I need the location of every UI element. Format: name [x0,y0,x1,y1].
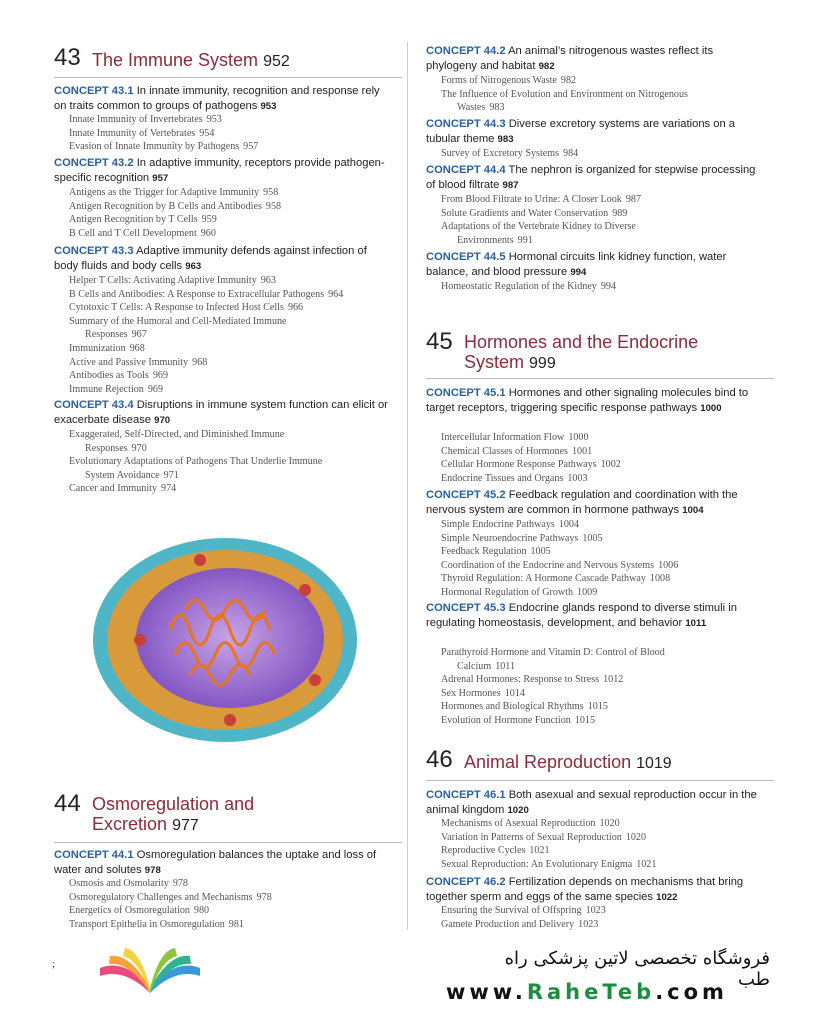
concept-43-3[interactable]: CONCEPT 43.3 Adaptive immunity defends against infection of body fluids and body cells 963 [54,245,367,272]
entry-title: Simple Neuroendocrine Pathways [441,532,579,544]
entry-page: 964 [328,288,344,300]
entry-page: 969 [152,370,168,382]
entry-title: Antigen Recognition by B Cells and Antibodies [69,200,262,212]
entry-page: 959 [201,214,217,226]
toc-entry[interactable] [69,301,389,315]
entry-title: Sexual Reproduction: An Evolutionary Enigma [441,858,633,870]
entry-page: 1009 [577,587,598,598]
entry-title: Cytotoxic T Cells: A Response to Infected Host Cells [69,302,284,314]
toc-entry[interactable] [441,817,761,831]
chapter-number: 43 [54,44,81,71]
chapter-number: 45 [426,328,453,355]
entry-page: 968 [129,343,145,354]
toc-entry[interactable] [441,88,761,102]
toc-entry[interactable] [441,220,761,234]
toc-entry[interactable] [441,207,761,221]
entry-page: 983 [489,102,505,114]
store-name: فروشگاه تخصصی لاتین پزشکی راه طب [504,948,770,990]
entry-title: From Blood Filtrate to Urine: A Closer Look [441,194,622,205]
toc-entry[interactable] [85,469,405,483]
entry-title: Ensuring the Survival of Offspring [441,905,582,916]
concept-43-1[interactable]: CONCEPT 43.1 In innate immunity, recognition and response rely on traits common to groups of pathogens 953 [54,85,380,112]
entry-title: Responses [85,442,128,454]
entry-title: Mechanisms of Asexual Reproduction [441,818,596,829]
chapter-45-heading [426,328,766,378]
entry-title: Hormones and Biological Rhythms [441,701,584,713]
toc-entry[interactable] [69,369,389,383]
toc-entry[interactable] [69,113,389,127]
toc-entry[interactable] [69,213,389,227]
column-divider [407,42,408,930]
entry-title: Summary of the Humoral and Cell-Mediated Immune [69,315,287,327]
entry-page: 1002 [600,459,621,471]
entry-page: 958 [263,187,279,198]
chapter-title: The Immune System 952 [92,50,290,70]
entry-title: Reproductive Cycles [441,845,526,857]
chapter-rule [426,378,774,379]
entry-title: Innate Immunity of Vertebrates [69,127,196,139]
entry-title: Exaggerated, Self-Directed, and Diminished Immune [69,429,285,440]
entry-page: 987 [625,194,641,205]
toc-entry[interactable] [441,687,761,701]
toc-entry[interactable] [69,891,389,905]
toc-entry[interactable] [441,445,761,459]
entry-title: The Influence of Evolution and Environment on Nitrogenous [441,88,688,100]
entry-page: 958 [265,200,282,212]
book-logo [95,948,205,1003]
entry-title: Calcium [457,660,492,672]
toc-entry[interactable] [69,315,389,329]
chapter-rule [54,842,402,843]
chapter-number: 46 [426,746,453,773]
toc-entry[interactable] [69,482,389,496]
entry-title: Sex Hormones [441,687,501,699]
toc-entry[interactable] [69,455,389,469]
concept-46-1[interactable]: CONCEPT 46.1 Both asexual and sexual reproduction occur in the animal kingdom 1020 [426,789,757,816]
entry-page: 967 [131,329,147,341]
capsid [136,568,324,708]
entry-page: 989 [612,207,628,219]
toc-entry[interactable] [441,545,761,559]
entry-title: Antibodies as Tools [69,370,149,382]
toc-entry[interactable] [441,646,761,660]
chapter-rule [54,77,402,78]
entry-title: System Avoidance [85,469,160,481]
entry-title: Environments [457,234,514,246]
entry-title: Coordination of the Endocrine and Nervous Systems [441,559,655,571]
entry-page: 1003 [567,472,588,484]
toc-entry[interactable] [441,431,761,445]
toc-entry[interactable] [69,356,389,370]
toc-entry[interactable] [441,673,761,687]
concept-44-3[interactable]: CONCEPT 44.3 Diverse excretory systems are variations on a tubular theme 983 [426,118,736,145]
toc-entry[interactable] [457,660,777,674]
entry-title: Simple Endocrine Pathways [441,519,555,530]
entry-title: Transport Epithelia in Osmoregulation [69,918,225,930]
entry-page: 1005 [530,546,551,558]
entry-title: Osmoregulatory Challenges and Mechanisms [69,891,253,903]
entry-title: Active and Passive Immunity [69,356,189,368]
entry-page: 970 [131,442,147,454]
entry-title: Endocrine Tissues and Organs [441,472,564,484]
toc-entry[interactable] [441,532,761,546]
toc-entry[interactable] [85,328,405,342]
toc-entry[interactable] [441,714,761,728]
toc-entry[interactable] [441,193,761,207]
entry-page: 1020 [599,818,620,829]
entry-page: 957 [243,141,259,153]
entry-title: Immune Rejection [69,383,144,395]
entry-page: 1012 [603,674,624,686]
entry-title: Solute Gradients and Water Conservation [441,207,609,219]
entry-page: 1001 [572,445,593,457]
entry-title: Wastes [457,102,486,114]
entry-title: Antigens as the Trigger for Adaptive Immunity [69,187,260,198]
entry-title: Energetics of Osmoregulation [69,905,190,917]
toc-entry[interactable] [441,74,761,88]
toc-entry[interactable] [457,234,777,248]
chapter-43-heading [54,44,394,76]
toc-entry[interactable] [441,147,761,161]
entry-page: 1004 [558,519,580,530]
concept-44-4[interactable]: CONCEPT 44.4 The nephron is organized for stepwise processing of blood filtrate 987 [426,164,756,191]
entry-page: 980 [193,905,210,917]
entry-title: Innate Immunity of Invertebrates [69,114,203,125]
toc-entry[interactable] [441,918,761,932]
entry-page: 1000 [568,432,589,443]
virus-illustration [80,520,370,755]
entry-page: 1015 [587,701,608,713]
entry-title: B Cell and T Cell Development [69,227,197,239]
entry-title: Immunization [69,343,126,354]
chapter-title: Hormones and the Endocrine System 999 [464,332,699,372]
entry-title: Feedback Regulation [441,546,527,558]
chapter-rule [426,780,774,781]
entry-page: 971 [163,469,179,481]
toc-entry[interactable] [85,442,405,456]
entry-page: 982 [560,75,577,86]
chapter-title: Animal Reproduction 1019 [464,752,672,772]
entry-page: 1014 [504,687,525,699]
toc-entry[interactable] [69,383,389,397]
toc-entry[interactable] [69,342,389,356]
entry-page: 984 [563,148,579,159]
entry-page: 1008 [649,573,671,585]
entry-page: 991 [517,234,533,246]
toc-entry[interactable] [441,831,761,845]
concept-45-2[interactable]: CONCEPT 45.2 Feedback regulation and coordination with the nervous system are common in hormone pathways 1004 [426,489,738,516]
entry-title: Evolutionary Adaptations of Pathogens That Underlie Immune [69,456,323,468]
concept-44-1[interactable]: CONCEPT 44.1 Osmoregulation balances the uptake and loss of water and solutes 978 [54,849,377,876]
entry-page: 1015 [574,715,595,726]
concept-44-2[interactable]: CONCEPT 44.2 An animal’s nitrogenous wastes reflect its phylogeny and habitat 982 [426,45,714,72]
entry-page: 1021 [636,858,657,870]
toc-entry[interactable] [69,127,389,141]
toc-entry[interactable] [69,227,389,241]
entry-title: Homeostatic Regulation of the Kidney [441,281,597,292]
toc-entry[interactable] [69,904,389,918]
entry-page: 968 [192,356,208,368]
entry-title: Variation in Patterns of Sexual Reproduction [441,831,622,843]
entry-title: Cancer and Immunity [69,483,158,495]
entry-title: Cellular Hormone Response Pathways [441,459,597,471]
concept-43-2[interactable]: CONCEPT 43.2 In adaptive immunity, receptors provide pathogen-specific recognition 957 [54,157,385,184]
entry-page: 969 [147,383,163,395]
concept-44-5[interactable]: CONCEPT 44.5 Hormonal circuits link kidney function, water balance, and blood pressure 994 [426,251,727,278]
entry-title: Osmosis and Osmolarity [69,878,169,889]
toc-entry[interactable] [441,858,761,872]
entry-title: Forms of Nitrogenous Waste [441,75,557,86]
entry-page: 963 [260,275,276,286]
toc-entry[interactable] [441,472,761,486]
site-url[interactable]: www.RaheTeb.com [446,980,728,1004]
toc-entry[interactable] [69,288,389,302]
concept-46-2[interactable]: CONCEPT 46.2 Fertilization depends on mechanisms that bring together sperm and eggs of the same species 1022 [426,876,744,903]
toc-entry[interactable] [69,186,389,200]
entry-page: 994 [600,281,616,292]
entry-page: 981 [228,918,244,930]
entry-page: 1005 [582,532,603,544]
toc-entry[interactable] [69,877,389,891]
entry-page: 1023 [578,918,599,930]
page-mark: ; [52,958,56,970]
chapter-number: 44 [54,790,81,817]
entry-page: 960 [200,227,216,239]
toc-entry[interactable] [69,428,389,442]
entry-title: Responses [85,329,128,341]
entry-title: Evasion of Innate Immunity by Pathogens [69,141,240,153]
toc-entry[interactable] [69,918,389,932]
entry-page: 1020 [625,831,646,843]
entry-page: 974 [161,483,177,495]
entry-title: Hormonal Regulation of Growth [441,587,574,598]
entry-title: Helper T Cells: Activating Adaptive Immunity [69,275,257,286]
toc-entry[interactable] [441,844,761,858]
toc-entry[interactable] [441,586,761,600]
toc-entry[interactable] [441,904,761,918]
entry-page: 1006 [658,559,679,571]
toc-entry[interactable] [69,274,389,288]
entry-page: 953 [206,114,222,125]
entry-title: Thyroid Regulation: A Hormone Cascade Pathway [441,573,646,585]
toc-entry[interactable] [69,140,389,154]
toc-entry[interactable] [441,518,761,532]
concept-43-4[interactable]: CONCEPT 43.4 Disruptions in immune system function can elicit or exacerbate disease 970 [54,399,388,426]
toc-entry[interactable] [441,572,761,586]
toc-entry[interactable] [457,101,777,115]
chapter-44-heading [54,790,394,840]
entry-title: Evolution of Hormone Function [441,715,571,726]
toc-entry[interactable] [441,700,761,714]
entry-page: 978 [256,891,272,903]
chapter-46-heading [426,746,766,778]
entry-title: Adrenal Hormones: Response to Stress [441,674,600,686]
entry-title: Antigen Recognition by T Cells [69,214,198,226]
entry-page: 1023 [585,905,606,916]
entry-page: 966 [287,302,304,314]
toc-entry[interactable] [441,280,761,294]
entry-title: Intercellular Information Flow [441,432,565,443]
entry-page: 1011 [495,660,516,672]
concept-45-3[interactable]: CONCEPT 45.3 Endocrine glands respond to diverse stimuli in regulating homeostasis, development, and behavior 1011 [426,602,737,629]
entry-title: B Cells and Antibodies: A Response to Extracellular Pathogens [69,288,325,300]
concept-45-1[interactable]: CONCEPT 45.1 Hormones and other signaling molecules bind to target receptors, triggering specific response pathways 1000 [426,387,749,414]
entry-title: Survey of Excretory Systems [441,148,560,159]
entry-title: Adaptations of the Vertebrate Kidney to Diverse [441,221,636,233]
entry-title: Parathyroid Hormone and Vitamin D: Control of Blood [441,647,665,658]
entry-page: 954 [199,127,215,139]
toc-entry[interactable] [69,200,389,214]
entry-title: Chemical Classes of Hormones [441,445,568,457]
chapter-title: Osmoregulation and Excretion 977 [92,794,255,834]
entry-title: Gamete Production and Delivery [441,918,575,930]
entry-page: 978 [172,878,188,889]
toc-entry[interactable] [441,559,761,573]
toc-entry[interactable] [441,458,761,472]
entry-page: 1021 [529,845,550,857]
